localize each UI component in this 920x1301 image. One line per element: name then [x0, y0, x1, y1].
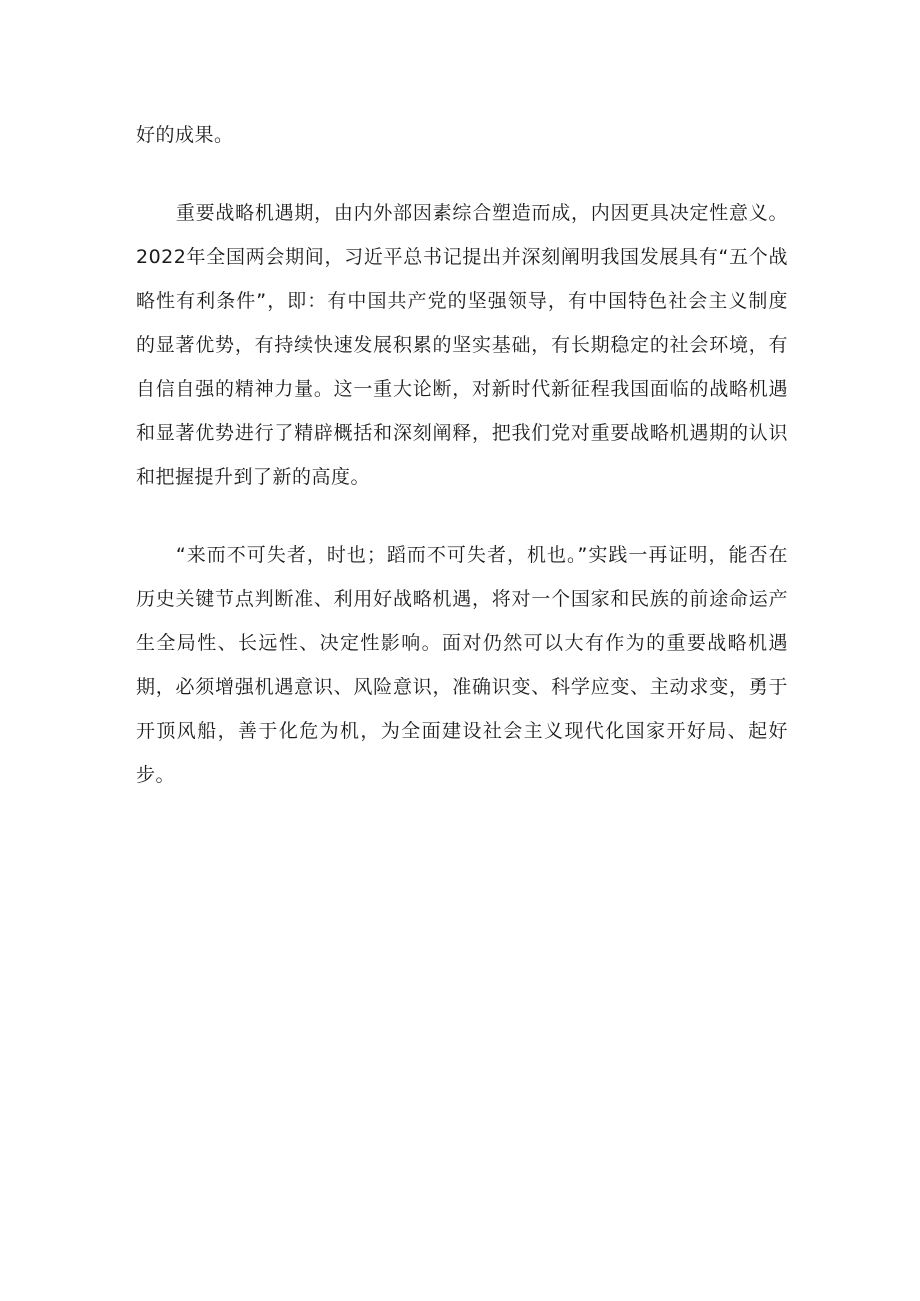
paragraph-seize-opportunity: “来而不可失者，时也；蹈而不可失者，机也。”实践一再证明，能否在历史关键节点判断准、利用好战略机遇，将对一个国家和民族的前途命运产生全局性、长远性、决定性影响。面对仍然可以大有作为的重要战略机遇期，必须增强机遇意识、风险意识，准确识变、科学应变、主动求变，勇于开顶风船，善于化危为机，为全面建设社会主义现代化国家开好局、起好步。	[136, 544, 788, 786]
paragraph-strategic-opportunity: 重要战略机遇期，由内外部因素综合塑造而成，内因更具决定性意义。2022年全国两会期间，习近平总书记提出并深刻阐明我国发展具有“五个战略性有利条件”，即：有中国共产党的坚强领导，有中国特色社会主义制度的显著优势，有持续快速发展积累的坚实基础，有长期稳定的社会环境，有自信自强的精神力量。这一重大论断，对新时代新征程我国面临的战略机遇和显著优势进行了精辟概括和深刻阐释，把我们党对重要战略机遇期的认识和把握提升到了新的高度。	[136, 202, 788, 488]
paragraph-continuation: 好的成果。	[136, 124, 234, 146]
document-body	[136, 113, 788, 831]
